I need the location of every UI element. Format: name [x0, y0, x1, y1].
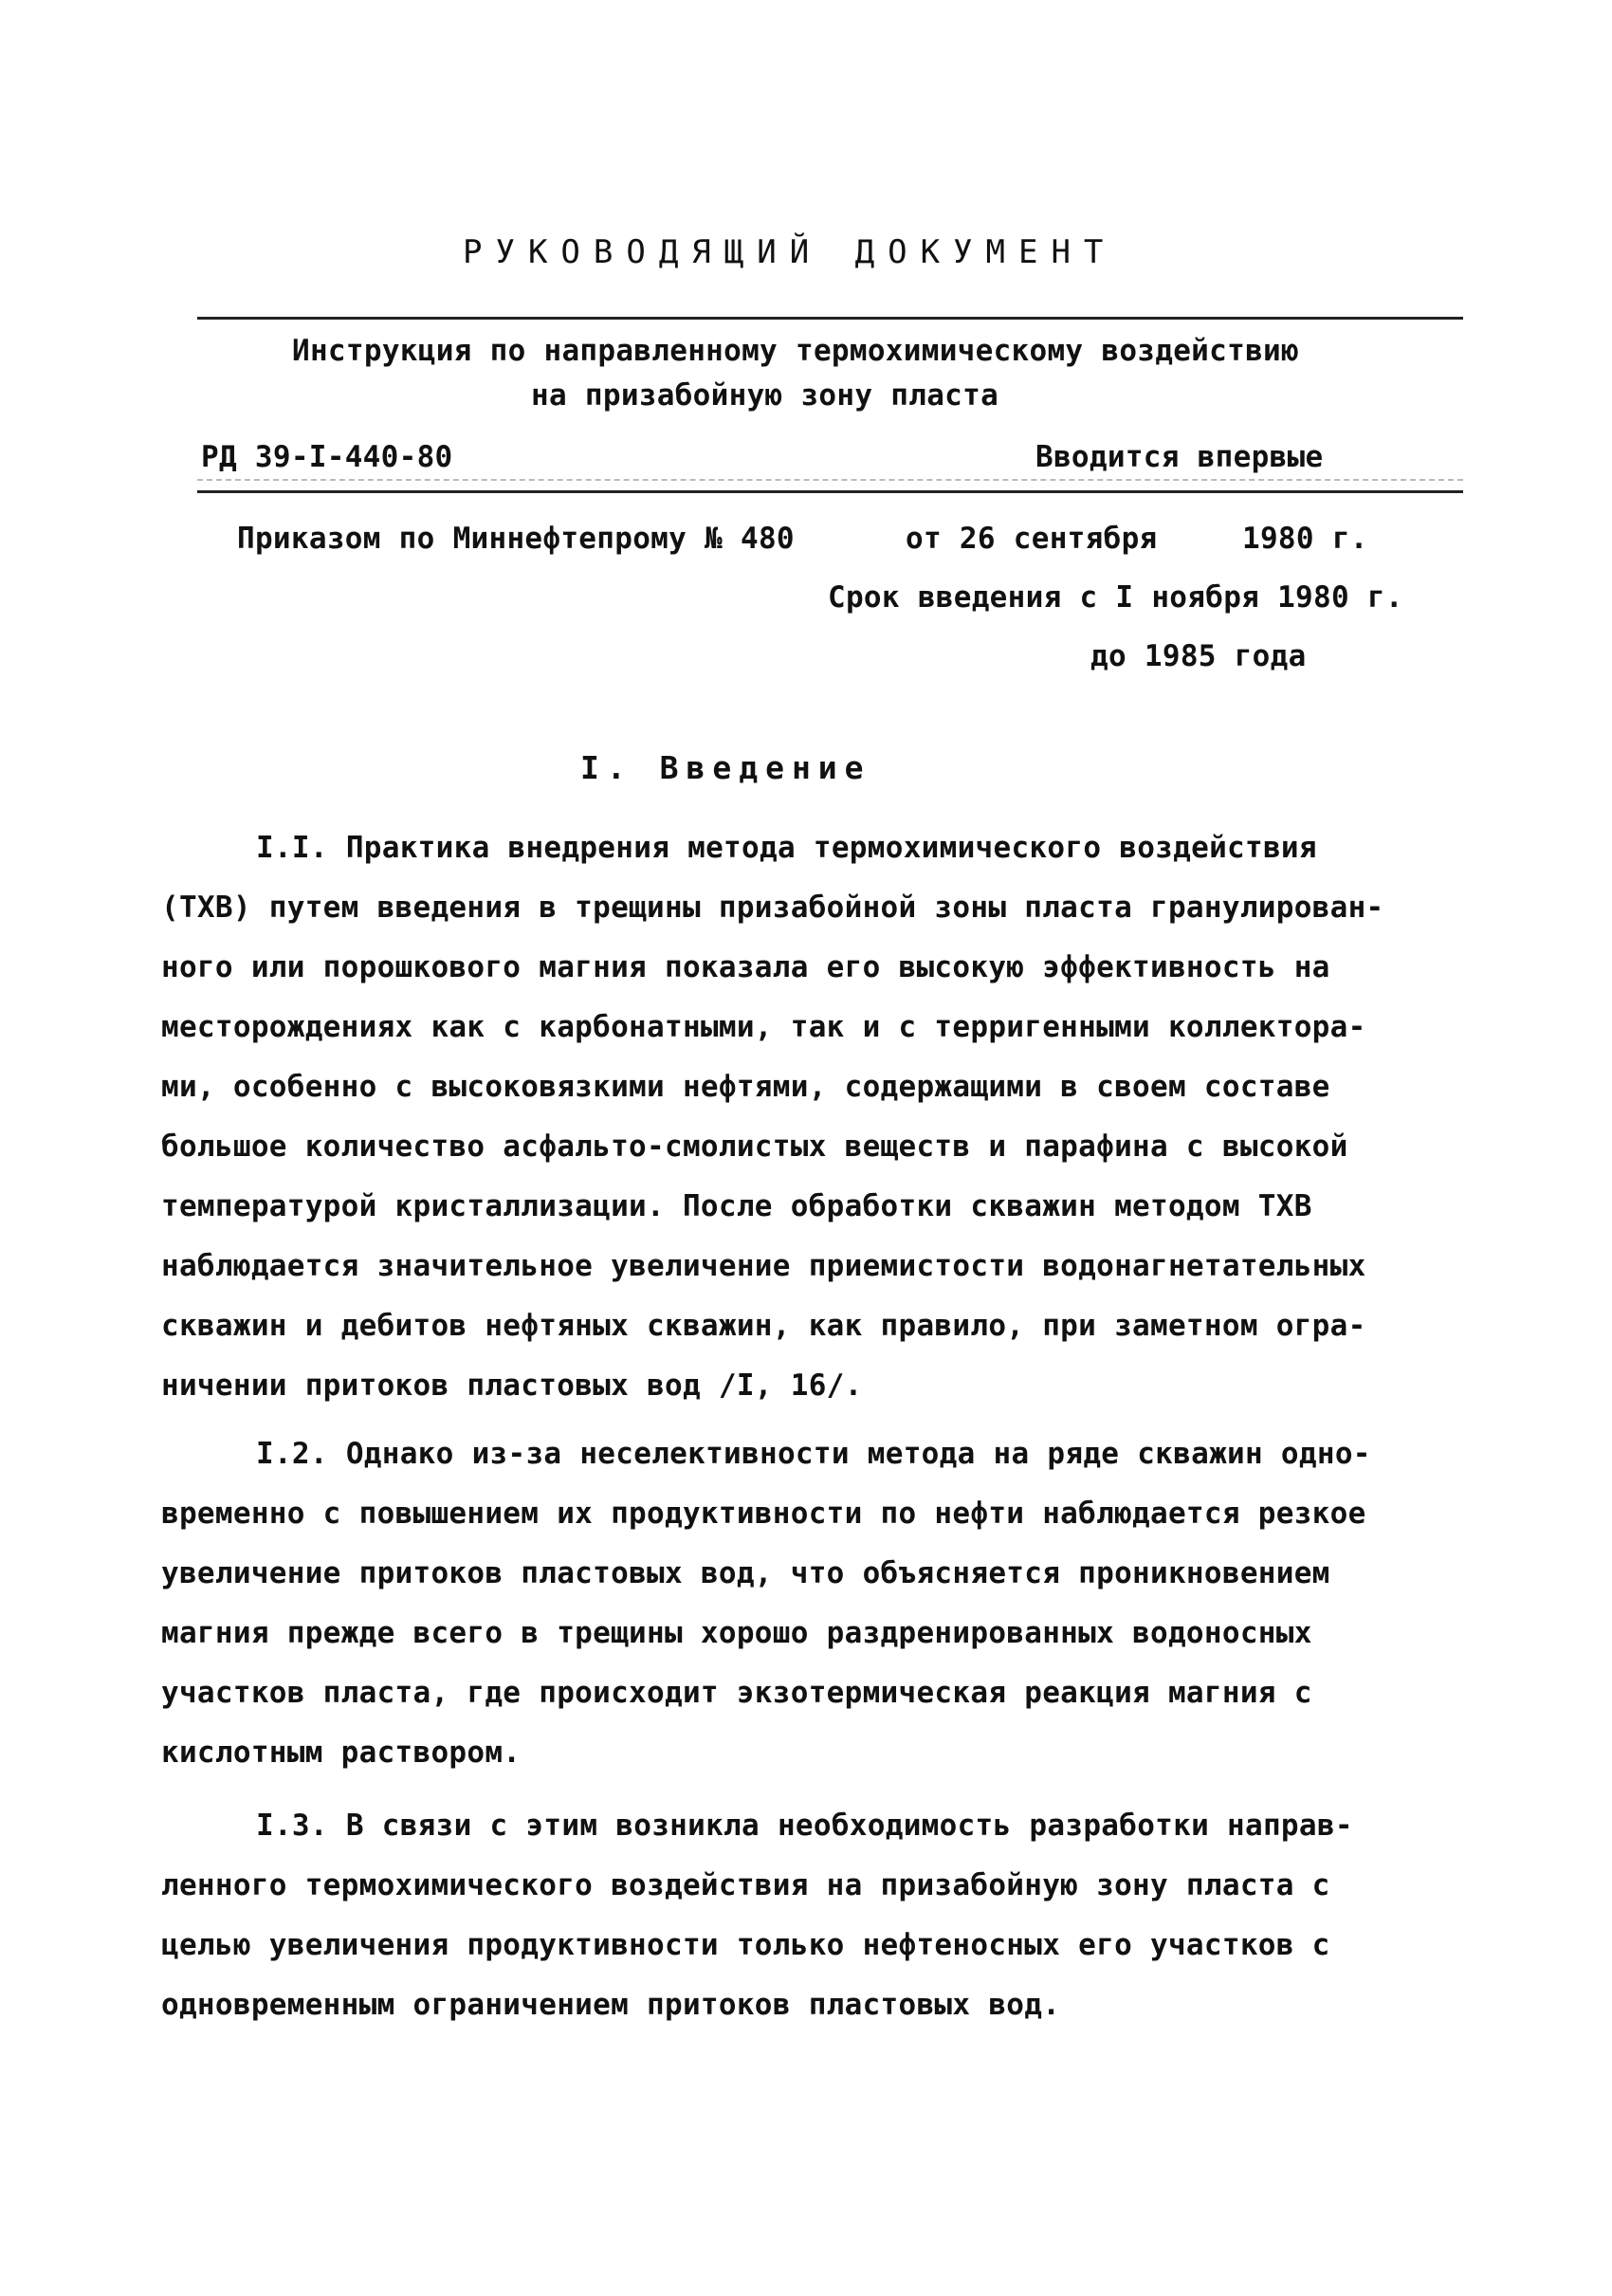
- text-line: ного или порошкового магния показала его высокую эффективность на: [161, 950, 1330, 984]
- effective-to: до 1985 года: [1090, 639, 1307, 673]
- text-line: I.I. Практика внедрения метода термохимического воздействия: [256, 831, 1317, 865]
- bottom-rule: [197, 490, 1463, 493]
- document-status: Вводится впервые: [1035, 440, 1324, 474]
- text-line: ничении притоков пластовых вод /I, 16/.: [161, 1368, 863, 1403]
- document-title-line-1: Инструкция по направленному термохимическому воздействию: [292, 334, 1299, 368]
- text-line: одновременным ограничением притоков пластовых вод.: [161, 1988, 1061, 2022]
- text-line: ми, особенно с высоковязкими нефтями, содержащими в своем составе: [161, 1070, 1330, 1104]
- text-line: участков пласта, где происходит экзотермическая реакция магния с: [161, 1676, 1312, 1710]
- document-title-line-2: на призабойную зону пласта: [531, 378, 999, 413]
- text-line: наблюдается значительное увеличение приемистости водонагнетательных: [161, 1249, 1366, 1283]
- text-line: кислотным раствором.: [161, 1736, 522, 1770]
- text-line: увеличение притоков пластовых вод, что объясняется проникновением: [161, 1556, 1330, 1590]
- section-heading: I. Введение: [580, 749, 871, 786]
- text-line: I.3. В связи с этим возникла необходимость разработки направ-: [256, 1809, 1353, 1843]
- order-year: 1980 г.: [1242, 522, 1368, 556]
- text-line: скважин и дебитов нефтяных скважин, как правило, при заметном огра-: [161, 1309, 1366, 1343]
- text-line: (ТХВ) путем введения в трещины призабойной зоны пласта гранулирован-: [161, 891, 1384, 925]
- document-code: РД 39-I-440-80: [201, 440, 453, 474]
- text-line: магния прежде всего в трещины хорошо раздренированных водоносных: [161, 1616, 1312, 1650]
- document-type-heading: РУКОВОДЯЩИЙ ДОКУМЕНТ: [463, 233, 1117, 271]
- text-line: временно с повышением их продуктивности по нефти наблюдается резкое: [161, 1497, 1366, 1531]
- text-line: I.2. Однако из-за неселективности метода на ряде скважин одно-: [256, 1437, 1371, 1471]
- text-line: ленного термохимического воздействия на призабойную зону пласта с: [161, 1868, 1330, 1902]
- order-reference: Приказом по Миннефтепрому № 480: [237, 522, 795, 556]
- text-line: месторождениях как с карбонатными, так и с терригенными коллектора-: [161, 1010, 1366, 1044]
- order-date: от 26 сентября: [906, 522, 1158, 556]
- top-rule: [197, 317, 1463, 320]
- text-line: целью увеличения продуктивности только нефтеносных его участков с: [161, 1928, 1330, 1962]
- thin-rule: [197, 479, 1463, 481]
- text-line: температурой кристаллизации. После обработки скважин методом ТХВ: [161, 1189, 1312, 1223]
- text-line: большое количество асфальто-смолистых веществ и парафина с высокой: [161, 1130, 1348, 1164]
- effective-from: Срок введения с I ноября 1980 г.: [828, 580, 1403, 615]
